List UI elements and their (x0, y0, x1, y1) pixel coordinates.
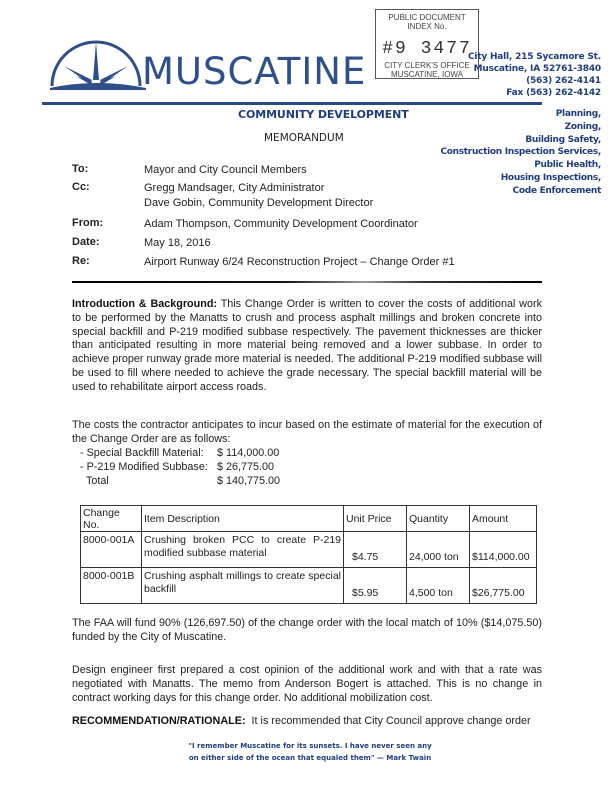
cell-quantity: 24,000 ton (407, 532, 470, 568)
cc-value-2: Dave Gobin, Community Development Director (144, 197, 374, 209)
cost-amount: $ 140,775.00 (217, 474, 281, 487)
to-value: Mayor and City Council Members (144, 164, 307, 176)
org-name: MUSCATINE (142, 50, 367, 93)
date-label: Date: (72, 236, 100, 248)
city-hall-address (468, 51, 601, 99)
design-paragraph: Design engineer first prepared a cost opinion of the additional work and with that a rate was negotiated with Manatts. The memo from Anderson Bogert is attached. This is no change in contract working days for this change order. No additional mobilization cost. (72, 664, 542, 704)
funding-paragraph: The FAA will fund 90% (126,697.50) of the change order with the local match of 10% ($14,075.50) funded by the City of Muscatine. (72, 617, 542, 643)
service-item: Zoning, (564, 121, 601, 132)
header-quantity: Quantity (407, 506, 470, 532)
table-header-row (81, 506, 537, 532)
stamp-office-line: MUSCATINE, IOWA (391, 70, 463, 79)
cell-quantity: 4,500 ton (407, 568, 470, 604)
recommendation-paragraph (72, 715, 542, 729)
quote-line: "I remember Muscatine for its sunsets. I have never seen any (188, 742, 432, 750)
header-unit-price: Unit Price (344, 506, 407, 532)
stamp-title-line: INDEX No. (407, 22, 447, 31)
intro-text: This Change Order is written to cover the costs of additional work to be performed by the Manatts to crush and process asphalt millings and broken concrete into special backfill and P-219 modified subbase respectively. The pavement thicknesses are thicker than anticipated resulting in more material being removed and a lower subbase. In order to achieve proper runway grade more material is needed. The additional P-219 modified subbase will be used to fill where needed to achieve the grade necessary. The special backfill material will be used to rehabilitate airport access roads. (72, 298, 542, 393)
cost-item (80, 461, 280, 475)
service-item: Housing Inspections, (500, 172, 601, 183)
stamp-title (376, 13, 478, 31)
public-document-stamp (375, 9, 479, 79)
cost-item (80, 447, 280, 461)
fax: Fax (563) 262-4142 (506, 88, 601, 98)
from-label: From: (72, 217, 104, 229)
cost-amount: $ 114,000.00 (217, 447, 280, 459)
muscatine-logo-icon (46, 38, 146, 93)
phone: (563) 262-4141 (526, 76, 601, 86)
recommendation-heading: RECOMMENDATION/RATIONALE: (72, 715, 246, 727)
service-item: Public Health, (534, 160, 601, 171)
header-amount: Amount (470, 506, 537, 532)
header-change-no: Change No. (81, 506, 142, 532)
cell-amount: $114,000.00 (470, 532, 537, 568)
cc-value-1: Gregg Mandsager, City Administrator (144, 182, 325, 194)
cost-label: - P-219 Modified Subbase: (80, 460, 208, 473)
address-line: Muscatine, IA 52761-3840 (473, 64, 601, 74)
service-item: Code Enforcement (512, 185, 601, 196)
stamp-office-line: CITY CLERK'S OFFICE (384, 61, 470, 70)
costs-intro: The costs the contractor anticipates to incur based on the estimate of material for the execution of the Change Order are as follows: (72, 419, 542, 445)
re-label: Re: (72, 255, 90, 267)
stamp-office (376, 61, 478, 79)
service-item: Building Safety, (525, 134, 601, 145)
cost-label: Total (86, 474, 109, 487)
intro-heading: Introduction & Background: (72, 298, 218, 310)
department-services (440, 108, 601, 198)
from-value: Adam Thompson, Community Development Coordinator (144, 218, 418, 230)
cost-amount: $ 26,775.00 (217, 460, 275, 473)
service-item: Construction Inspection Services, (440, 147, 601, 158)
cell-description: Crushing asphalt millings to create special backfill (142, 568, 344, 604)
header-item-description: Item Description (142, 506, 344, 532)
memo-divider (72, 281, 542, 283)
change-order-table (80, 505, 537, 604)
memo-title: MEMORANDUM (264, 132, 344, 144)
address-line: City Hall, 215 Sycamore St. (467, 52, 601, 62)
cell-change-no: 8000-001A (81, 532, 142, 568)
table-row (81, 568, 537, 604)
cost-total (80, 475, 280, 489)
cell-unit-price: $4.75 (344, 532, 407, 568)
cell-unit-price: $5.95 (344, 568, 407, 604)
stamp-index-number: #9 3477 (382, 39, 472, 59)
cost-label: - Special Backfill Material: (80, 447, 204, 459)
table-row (81, 532, 537, 568)
header-rule (42, 102, 542, 105)
cell-change-no: 8000-001B (81, 568, 142, 604)
cost-list (80, 447, 280, 488)
footer-quote (150, 740, 470, 764)
intro-paragraph (72, 298, 542, 395)
to-label: To: (72, 163, 89, 175)
service-item: Planning, (555, 109, 601, 119)
recommendation-text: It is recommended that City Council approve change order (251, 715, 531, 727)
cell-amount: $26,775.00 (470, 568, 537, 604)
stamp-title-line: PUBLIC DOCUMENT (388, 13, 466, 22)
date-value: May 18, 2016 (144, 237, 211, 249)
cell-description: Crushing broken PCC to create P-219 modified subbase material (142, 532, 344, 568)
quote-line: on either side of the ocean that equaled them" — Mark Twain (188, 754, 432, 762)
cc-label: Cc: (72, 181, 90, 193)
department-name: COMMUNITY DEVELOPMENT (238, 108, 409, 121)
re-value: Airport Runway 6/24 Reconstruction Project – Change Order #1 (144, 256, 455, 268)
